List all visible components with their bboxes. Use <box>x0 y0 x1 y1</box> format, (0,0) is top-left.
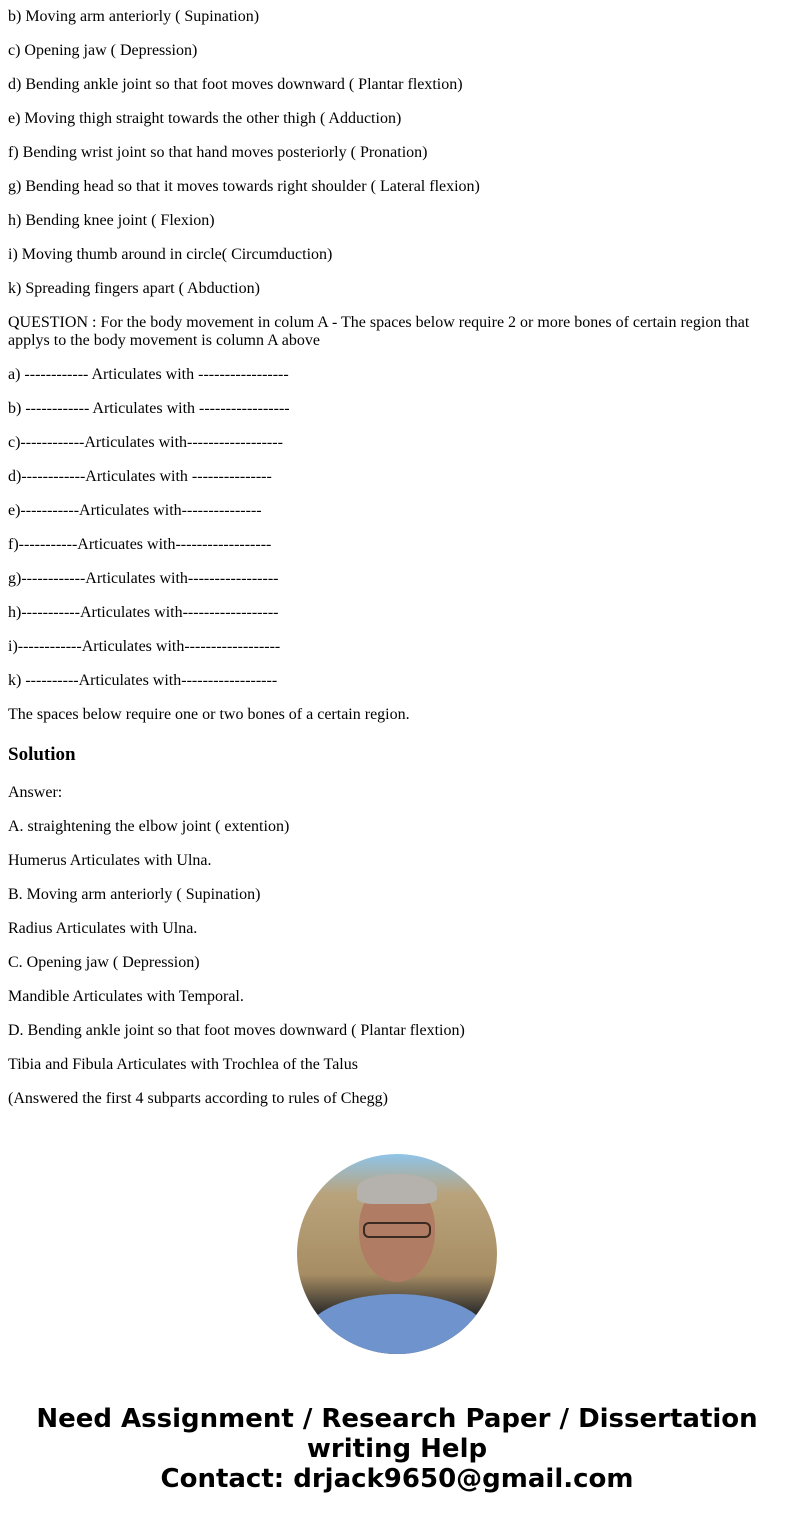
question-line: d) Bending ankle joint so that foot moves downward ( Plantar flextion) <box>8 76 463 93</box>
question-line: g) Bending head so that it moves towards right shoulder ( Lateral flexion) <box>8 178 480 195</box>
question-line: d)------------Articulates with --------------- <box>8 468 272 485</box>
question-line: a) ------------ Articulates with ----------------- <box>8 366 289 383</box>
question-line: e)-----------Articulates with--------------- <box>8 502 262 519</box>
footer-tagline: Need Assignment / Research Paper / Dissertation writing Help <box>36 1404 758 1464</box>
answer-line: Tibia and Fibula Articulates with Trochlea of the Talus <box>8 1056 358 1073</box>
answer-list <box>8 784 786 1108</box>
contact-banner <box>8 1404 786 1522</box>
footer-contact: Contact: drjack9650@gmail.com <box>160 1464 634 1494</box>
question-list <box>8 0 786 724</box>
answer-line: B. Moving arm anteriorly ( Supination) <box>8 886 261 903</box>
question-line: b) ------------ Articulates with ----------------- <box>8 400 290 417</box>
question-line: i)------------Articulates with------------------ <box>8 638 281 655</box>
question-line: k) ----------Articulates with------------------ <box>8 672 278 689</box>
question-line: b) Moving arm anteriorly ( Supination) <box>8 8 260 25</box>
question-line: f) Bending wrist joint so that hand moves posteriorly ( Pronation) <box>8 144 428 161</box>
answer-line: Radius Articulates with Ulna. <box>8 920 198 937</box>
question-line: c)------------Articulates with------------------ <box>8 434 283 451</box>
answer-line: Answer: <box>8 784 63 801</box>
question-line: h)-----------Articulates with------------------ <box>8 604 279 621</box>
avatar-container <box>8 1154 786 1354</box>
question-line: g)------------Articulates with----------------- <box>8 570 279 587</box>
question-line: c) Opening jaw ( Depression) <box>8 42 198 59</box>
question-line: h) Bending knee joint ( Flexion) <box>8 212 215 229</box>
answer-line: Mandible Articulates with Temporal. <box>8 988 244 1005</box>
question-line: e) Moving thigh straight towards the other thigh ( Adduction) <box>8 110 402 127</box>
answer-line: (Answered the first 4 subparts according to rules of Chegg) <box>8 1090 388 1107</box>
question-line: f)-----------Articuates with------------------ <box>8 536 272 553</box>
author-photo <box>297 1154 497 1354</box>
question-line: i) Moving thumb around in circle( Circumduction) <box>8 246 333 263</box>
answer-line: C. Opening jaw ( Depression) <box>8 954 200 971</box>
question-line: The spaces below require one or two bones of a certain region. <box>8 706 410 723</box>
question-line: QUESTION : For the body movement in colum A - The spaces below require 2 or more bones of certain region that applys to the body movement is column A above <box>8 314 750 349</box>
answer-line: D. Bending ankle joint so that foot moves downward ( Plantar flextion) <box>8 1022 465 1039</box>
question-line: k) Spreading fingers apart ( Abduction) <box>8 280 260 297</box>
answer-line: A. straightening the elbow joint ( extention) <box>8 818 290 835</box>
answer-line: Humerus Articulates with Ulna. <box>8 852 212 869</box>
solution-heading: Solution <box>8 744 76 765</box>
